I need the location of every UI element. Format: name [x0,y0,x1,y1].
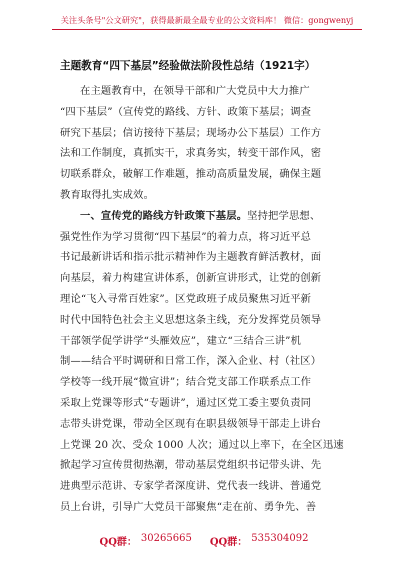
line-text: 教育取得扎实成效。 [60,188,155,201]
document-body [60,81,352,518]
line-text: 研究下基层；信访接待下基层；现场办公下基层）工作方 [60,126,322,139]
paragraph-line [60,414,352,435]
line-text: “四下基层”（宣传党的路线、方针、政策下基层；调查 [60,105,312,118]
paragraph-line [60,310,352,331]
paragraph-line [60,206,352,227]
paragraph-line [60,227,352,248]
paragraph-line [60,185,352,206]
header-banner [48,14,366,40]
paragraph-line [60,476,352,497]
paragraph-line [60,123,352,144]
paragraph-line [60,351,352,372]
paragraph-line [60,81,352,102]
qq-group-2 [210,533,309,548]
line-text: 理论“飞入寻常百姓家”。区党政班子成员聚焦习近平新 [60,292,312,305]
paragraph-line [60,497,352,518]
paragraph-line [60,372,352,393]
line-text: 干部领学促学讲学“头雁效应”，建立“三结合三讲”机 [60,334,302,347]
line-text: 在主题教育中，在领导干部和广大党员中大力推广 [80,85,310,97]
line-text: 学校等一线开展“微宣讲”；结合党支部工作联系点工作 [60,376,312,389]
line-text: 志带头讲党课，带动全区现有在职县级领导干部走上讲台 [60,417,322,430]
line-text: 掀起学习宣传贯彻热潮，带动基层党组织书记带头讲、先 [60,459,322,472]
line-text: 时代中国特色社会主义思想这条主线，充分发挥党员领导 [60,313,322,326]
paragraph-line [60,455,352,476]
line-text: 员上台讲，引导广大党员干部聚焦“走在前、勇争先、善 [60,500,317,513]
line-text: 法和工作制度，真抓实干，求真务实，转变干部作风，密 [60,147,322,160]
document-title: 主题教育“四下基层”经验做法阶段性总结（1921字） [60,60,316,72]
line-text: 书记最新讲话和指示批示精神作为主题教育鲜活教材，面 [60,251,322,264]
paragraph-line [60,102,352,123]
paragraph-line [60,268,352,289]
line-text: 切联系群众，破解工作难题，推动高质量发展，确保主题 [60,168,322,181]
paragraph-line [60,435,352,456]
paragraph-line [60,247,352,268]
paragraph-line [60,393,352,414]
line-text: 上党课 20 次、受众 1000 人次；通过以上率下，在全区迅速 [60,438,344,451]
line-text: 向基层，着力构建宣讲体系，创新宣讲形式，让党的创新 [60,272,322,285]
qq-group-1 [99,533,191,548]
line-text: 采取上党课等形式“专题讲”，通过区党工委主要负责同 [60,396,312,409]
qq-group-1-number: 30265665 [140,533,192,544]
paragraph-line [60,289,352,310]
paragraph-line [60,143,352,164]
qq-group-1-label: QQ群： [99,537,137,548]
paragraph-line [60,164,352,185]
line-text: 制——结合平时调研和日常工作，深入企业、村（社区） [60,355,322,368]
banner-divider [52,29,362,30]
line-text: 强党性作为学习贯彻“四下基层”的着力点，将习近平总 [60,230,312,243]
line-text: 进典型示范讲、专家学者深度讲、党代表一线讲、普通党 [60,480,322,493]
qq-group-2-label: QQ群： [209,537,248,548]
footer-contact [0,533,408,548]
qq-group-2-number: 535304092 [251,533,309,544]
paragraph-line [60,331,352,352]
line-text: 坚持把学思想、 [247,209,321,222]
section-heading: 一、宣传党的路线方针政策下基层。 [80,209,248,222]
banner-text: 关注头条号"公文研究"，获得最新最全最专业的公文资料库！ 微信：gongwenyj [60,15,354,25]
